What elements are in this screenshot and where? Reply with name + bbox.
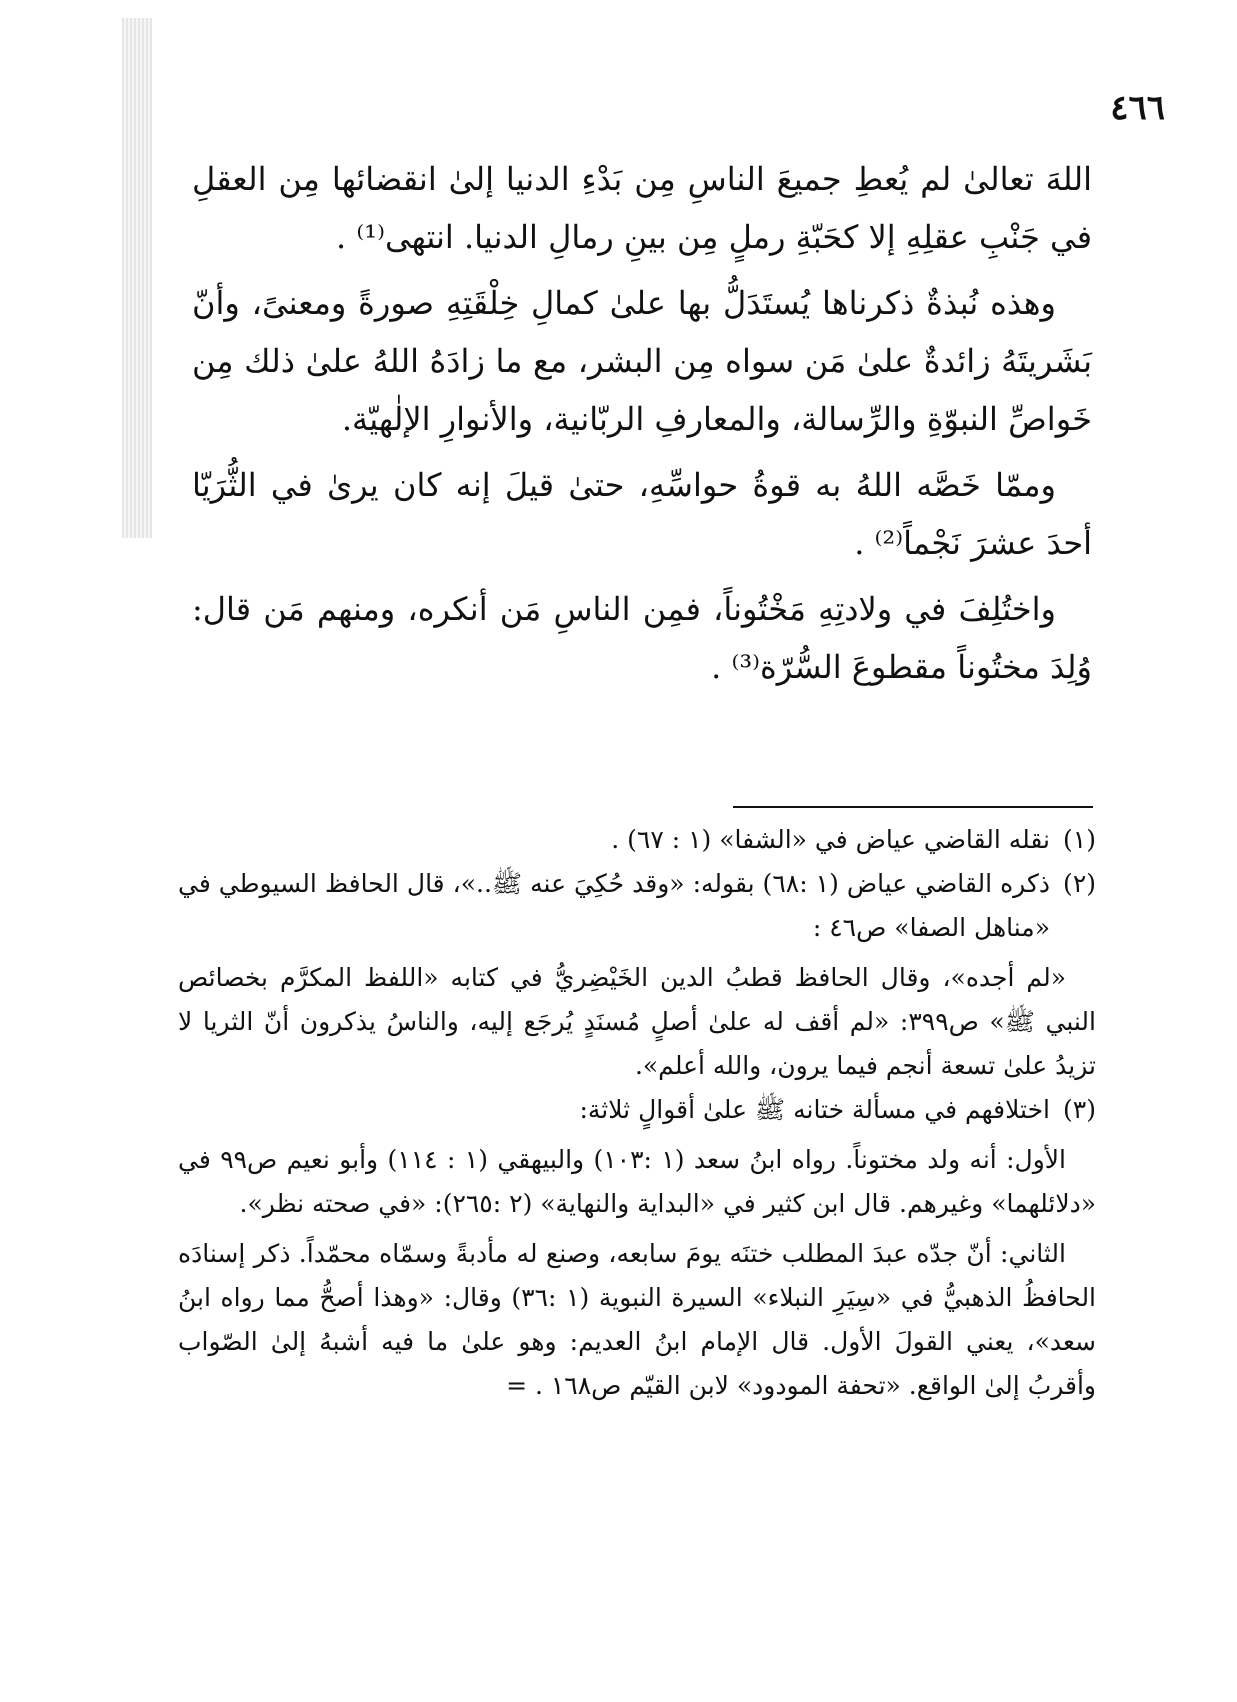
footnote-divider bbox=[733, 806, 1093, 808]
footnote-2 bbox=[178, 862, 1096, 950]
page-number: ٤٦٦ bbox=[1110, 88, 1165, 128]
paragraph: واختُلِفَ في ولادتِهِ مَخْتُوناً، فمِن الناسِ مَن أنكره، ومنهم مَن قال: وُلِدَ مختُوناً مقطوعَ السُّرّة⁽³⁾ . bbox=[192, 590, 1092, 686]
scan-edge bbox=[122, 18, 152, 538]
paragraph: وهذه نُبذةٌ ذكرناها يُستَدَلُّ بها علىٰ كمالِ خِلْقَتِهِ صورةً ومعنىً، وأنّ بَشَريتَهُ زائدةٌ علىٰ مَن سواه مِن البشر، مع ما زادَهُ اللهُ علىٰ ذلك مِن خَواصِّ النبوّةِ والرِّسالة، والمعارفِ الربّانية، والأنوارِ الإلٰهيّة. bbox=[192, 284, 1093, 438]
footnote-3-first-opinion: الأول: أنه ولد مختوناً. رواه ابنُ سعد (١ :١٠٣) والبيهقي (١ : ١١٤) وأبو نعيم ص٩٩ في «دلائلهما» وغيرهم. قال ابن كثير في «البداية والنهاية» (٢ :٢٦٥): «في صحته نظر». bbox=[178, 1145, 1096, 1218]
footnote-1 bbox=[178, 818, 1096, 862]
paragraph: وممّا خَصَّه اللهُ به قوةُ حواسِّهِ، حتىٰ قيلَ إنه كان يرىٰ في الثُّرَيّا أحدَ عشرَ نَجْماً⁽²⁾ . bbox=[192, 466, 1092, 562]
footnote-marker: (٢) bbox=[1063, 869, 1097, 898]
footnote-text: نقله القاضي عياض في «الشفا» (١ : ٦٧) . bbox=[611, 825, 1050, 854]
footnote-3 bbox=[178, 1088, 1096, 1132]
footnote-text: ذكره القاضي عياض (١ :٦٨) بقوله: «وقد حُكِيَ عنه ﷺ..»، قال الحافظ السيوطي في «مناهل الصفا» ص٤٦ : bbox=[178, 869, 1051, 942]
footnote-text: اختلافهم في مسألة ختانه ﷺ علىٰ أقوالٍ ثلاثة: bbox=[579, 1095, 1050, 1124]
footnote-2-continuation: «لم أجده»، وقال الحافظ قطبُ الدين الخَيْضِريُّ في كتابه «اللفظ المكرَّم بخصائص النبي ﷺ» ص٣٩٩: «لم أقف له علىٰ أصلٍ مُسنَدٍ يُرجَع إليه، والناسُ يذكرون أنّ الثريا لا تزيدُ علىٰ تسعة أنجم فيما يرون، والله أعلم». bbox=[178, 963, 1096, 1080]
footnote-marker: (١) bbox=[1063, 825, 1096, 854]
main-text bbox=[192, 150, 1092, 704]
footnote-3-second-opinion: الثاني: أنّ جدّه عبدَ المطلب ختنَه يومَ سابعه، وصنع له مأدبةً وسمّاه محمّداً. ذكر إسنادَه الحافظُ الذهبيُّ في «سِيَرِ النبلاء» السيرة النبوية (١ :٣٦) وقال: «وهذا أصحُّ مما رواه ابنُ سعد»، يعني القولَ الأول. قال الإمام ابنُ العديم: وهو علىٰ ما فيه أشبهُ إلىٰ الصّواب وأقربُ إلىٰ الواقع. «تحفة المودود» لابن القيّم ص١٦٨ . = bbox=[178, 1239, 1097, 1400]
footnote-marker: (٣) bbox=[1063, 1095, 1096, 1124]
paragraph: اللهَ تعالىٰ لم يُعطِ جميعَ الناسِ مِن بَدْءِ الدنيا إلىٰ انقضائها مِن العقلِ في جَنْبِ عقلِهِ إلا كحَبّةِ رملٍ مِن بينِ رمالِ الدنيا. انتهى⁽¹⁾ . bbox=[192, 160, 1092, 256]
footnotes bbox=[178, 818, 1096, 1408]
